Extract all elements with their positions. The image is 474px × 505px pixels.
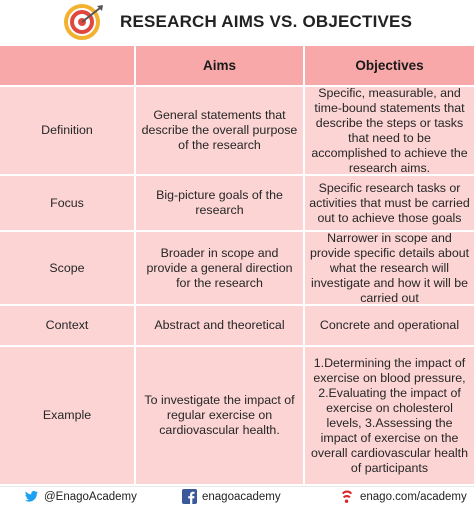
header-cell-aims: Aims [136,46,303,85]
row-label: Scope [0,232,134,304]
facebook-link[interactable] [182,488,281,505]
objectives-cell: Concrete and operational [305,306,474,345]
twitter-icon [24,489,39,504]
aims-cell: Abstract and theoretical [136,306,303,345]
table-row [0,306,474,345]
header [0,0,474,44]
table-header-row [0,46,474,85]
twitter-link[interactable] [24,488,137,505]
aims-cell: General statements that describe the overall purpose of the research [136,87,303,174]
header-cell-empty [0,46,134,85]
row-label: Focus [0,176,134,230]
objectives-cell: Specific, measurable, and time-bound statements that describe the steps or tasks that need to be accomplished to achieve the research aims. [305,87,474,174]
table-row [0,232,474,304]
objectives-cell: 1.Determining the impact of exercise on blood pressure, 2.Evaluating the impact of exercise on cholesterol levels, 3.Assessing the impact of exercise on the overall cardiovascular health of participants [305,347,474,484]
website-link[interactable] [340,488,467,505]
row-label: Definition [0,87,134,174]
table-row [0,87,474,174]
header-cell-objectives: Objectives [305,46,474,85]
row-label: Context [0,306,134,345]
target-logo-icon [64,4,104,40]
page-title: RESEARCH AIMS VS. OBJECTIVES [120,12,413,31]
comparison-table [0,46,474,484]
aims-cell: Broader in scope and provide a general direction for the research [136,232,303,304]
footer [0,486,474,505]
objectives-cell: Specific research tasks or activities that must be carried out to achieve those goals [305,176,474,230]
table-row [0,176,474,230]
objectives-cell: Narrower in scope and provide specific details about what the research will investigate and how it will be carried out [305,232,474,304]
facebook-icon [182,489,197,504]
twitter-handle: @EnagoAcademy [44,490,137,503]
table-row [0,347,474,484]
facebook-handle: enagoacademy [202,490,281,503]
aims-cell: To investigate the impact of regular exercise on cardiovascular health. [136,347,303,484]
website-url: enago.com/academy [360,490,467,503]
row-label: Example [0,347,134,484]
enago-logo-icon [340,489,355,504]
aims-cell: Big-picture goals of the research [136,176,303,230]
